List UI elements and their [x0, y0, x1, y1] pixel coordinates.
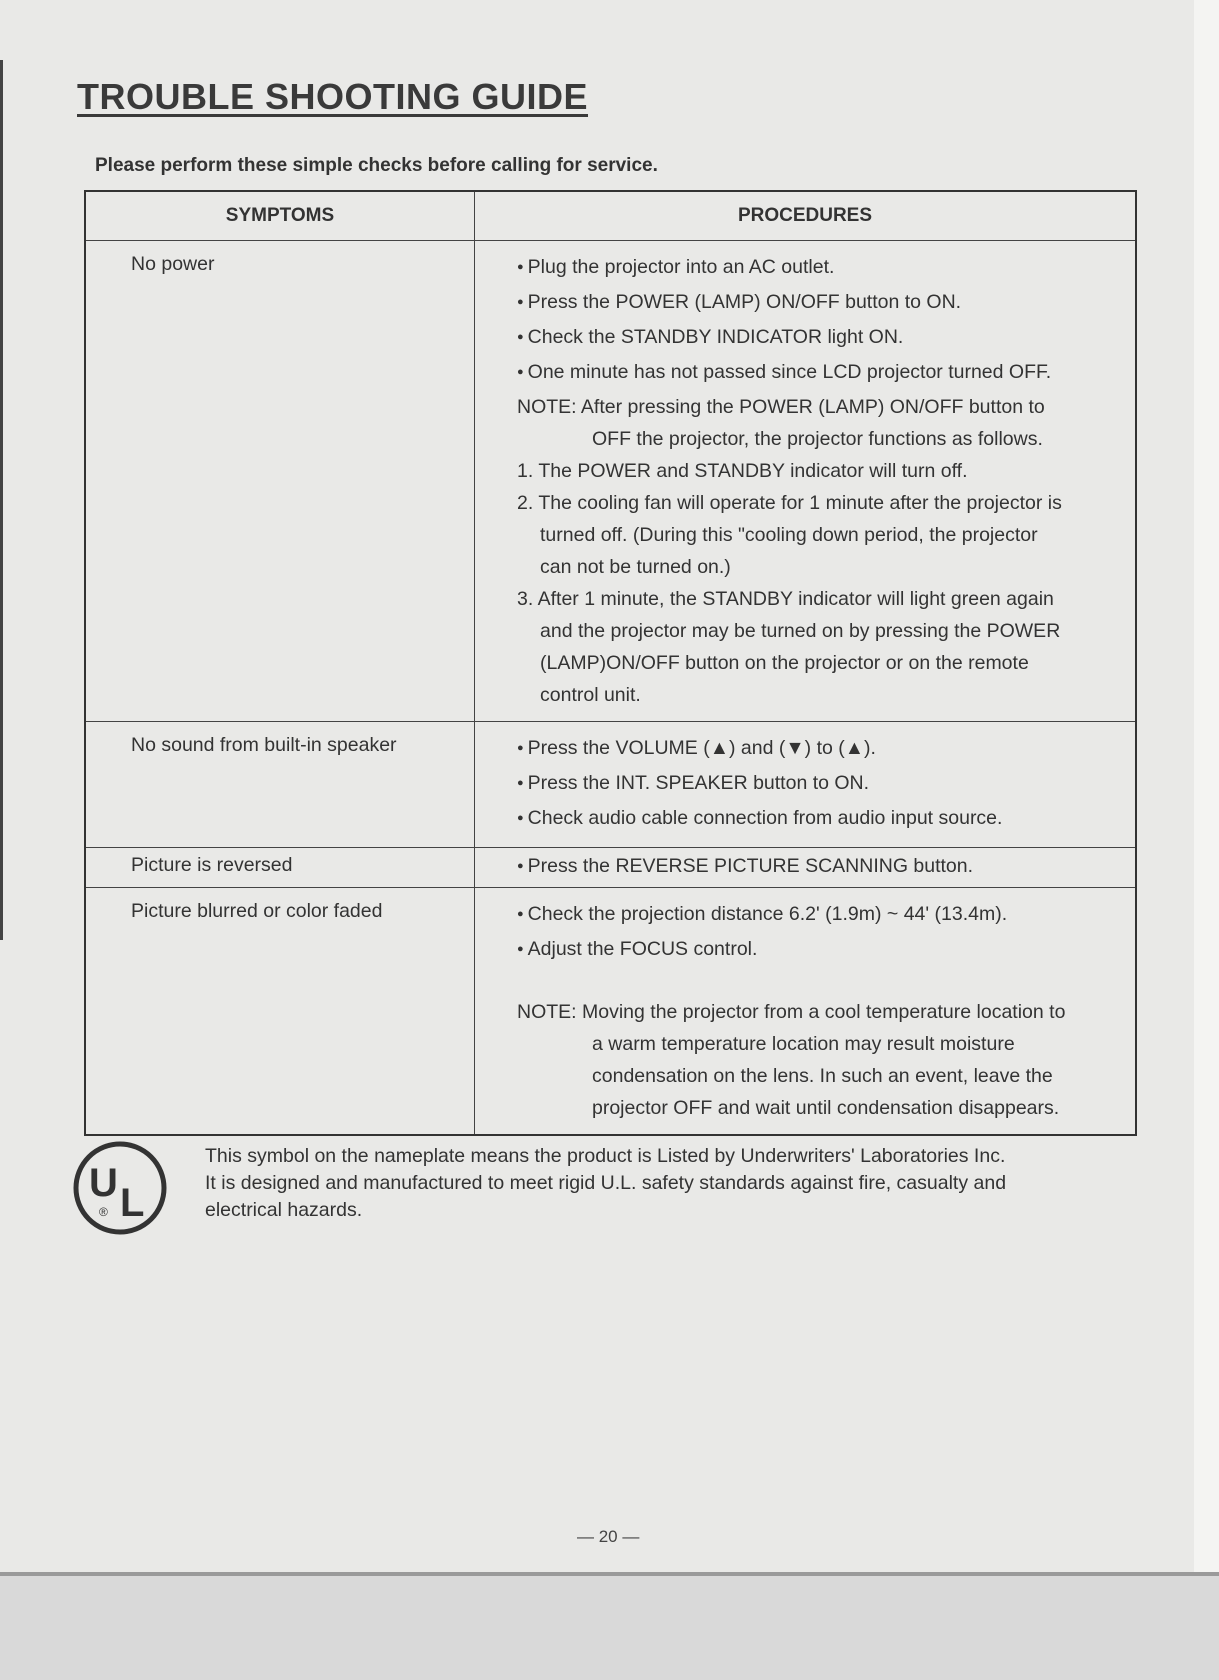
note-line: a warm temperature location may result moisture [592, 1033, 1015, 1055]
note-line: NOTE: Moving the projector from a cool temperature location to [517, 1001, 1066, 1023]
symptoms-header: SYMPTOMS [85, 191, 475, 241]
symptom-cell: Picture is reversed [85, 848, 475, 888]
symptom-cell: Picture blurred or color faded [85, 888, 475, 1136]
table-header-row [85, 191, 1136, 241]
ul-notice-line: electrical hazards. [205, 1199, 363, 1221]
binding-mark [0, 60, 3, 940]
numbered-line: 1. The POWER and STANDBY indicator will turn off. [517, 460, 968, 482]
ul-notice [205, 1143, 1006, 1224]
spacer [517, 968, 1131, 996]
table-row [85, 848, 1136, 888]
numbered-line: 2. The cooling fan will operate for 1 minute after the projector is [517, 492, 1062, 514]
procedure-cell [475, 241, 1137, 722]
troubleshooting-table [84, 190, 1137, 1136]
ul-notice-line: This symbol on the nameplate means the product is Listed by Underwriters' Laboratories Inc. [205, 1145, 1006, 1167]
numbered-line: and the projector may be turned on by pressing the POWER [540, 620, 1061, 642]
note-line: OFF the projector, the projector functions as follows. [592, 428, 1043, 450]
ul-notice-line: It is designed and manufactured to meet rigid U.L. safety standards against fire, casualty and [205, 1172, 1007, 1194]
symptom-cell: No power [85, 241, 475, 722]
page-bottom-edge [0, 1572, 1219, 1576]
procedure-line: ● Check the STANDBY INDICATOR light ON. [517, 321, 1131, 356]
page-title: TROUBLE SHOOTING GUIDE [77, 76, 589, 117]
procedure-line: ● Press the REVERSE PICTURE SCANNING button. [517, 850, 1131, 885]
ul-logo-u: U [89, 1161, 118, 1205]
table-row [85, 241, 1136, 722]
intro-text: Please perform these simple checks before calling for service. [95, 155, 658, 176]
registered-mark: ® [99, 1205, 108, 1219]
procedure-cell [475, 722, 1137, 848]
note-line: NOTE: After pressing the POWER (LAMP) ON/OFF button to [517, 396, 1045, 418]
page-number: — 20 — [577, 1527, 640, 1546]
procedure-cell [475, 848, 1137, 888]
symptom-cell: No sound from built-in speaker [85, 722, 475, 848]
procedure-line: ● Press the INT. SPEAKER button to ON. [517, 767, 1131, 802]
numbered-line: 3. After 1 minute, the STANDBY indicator will light green again [517, 588, 1054, 610]
table-row [85, 722, 1136, 848]
table-row [85, 888, 1136, 1136]
procedure-line: ● Press the VOLUME (▲) and (▼) to (▲). [517, 732, 1131, 767]
procedure-line: ● Press the POWER (LAMP) ON/OFF button to ON. [517, 286, 1131, 321]
procedure-line: ● Adjust the FOCUS control. [517, 933, 1131, 968]
ul-logo-l: L [120, 1181, 145, 1225]
note-line: projector OFF and wait until condensation disappears. [592, 1097, 1060, 1119]
procedure-line: ● Check the projection distance 6.2' (1.9m) ~ 44' (13.4m). [517, 898, 1131, 933]
procedure-line: ● Plug the projector into an AC outlet. [517, 251, 1131, 286]
page-edge [1194, 0, 1219, 1575]
numbered-line: (LAMP)ON/OFF button on the projector or on the remote [540, 652, 1029, 674]
procedure-line: ● One minute has not passed since LCD projector turned OFF. [517, 356, 1131, 391]
numbered-line: control unit. [540, 684, 641, 706]
procedures-header: PROCEDURES [475, 191, 1137, 241]
numbered-line: turned off. (During this "cooling down period, the projector [540, 524, 1038, 546]
numbered-line: can not be turned on.) [540, 556, 731, 578]
ul-listed-logo [72, 1140, 168, 1236]
procedure-line: ● Check audio cable connection from audio input source. [517, 802, 1131, 837]
procedure-cell [475, 888, 1137, 1136]
note-line: condensation on the lens. In such an event, leave the [592, 1065, 1053, 1087]
